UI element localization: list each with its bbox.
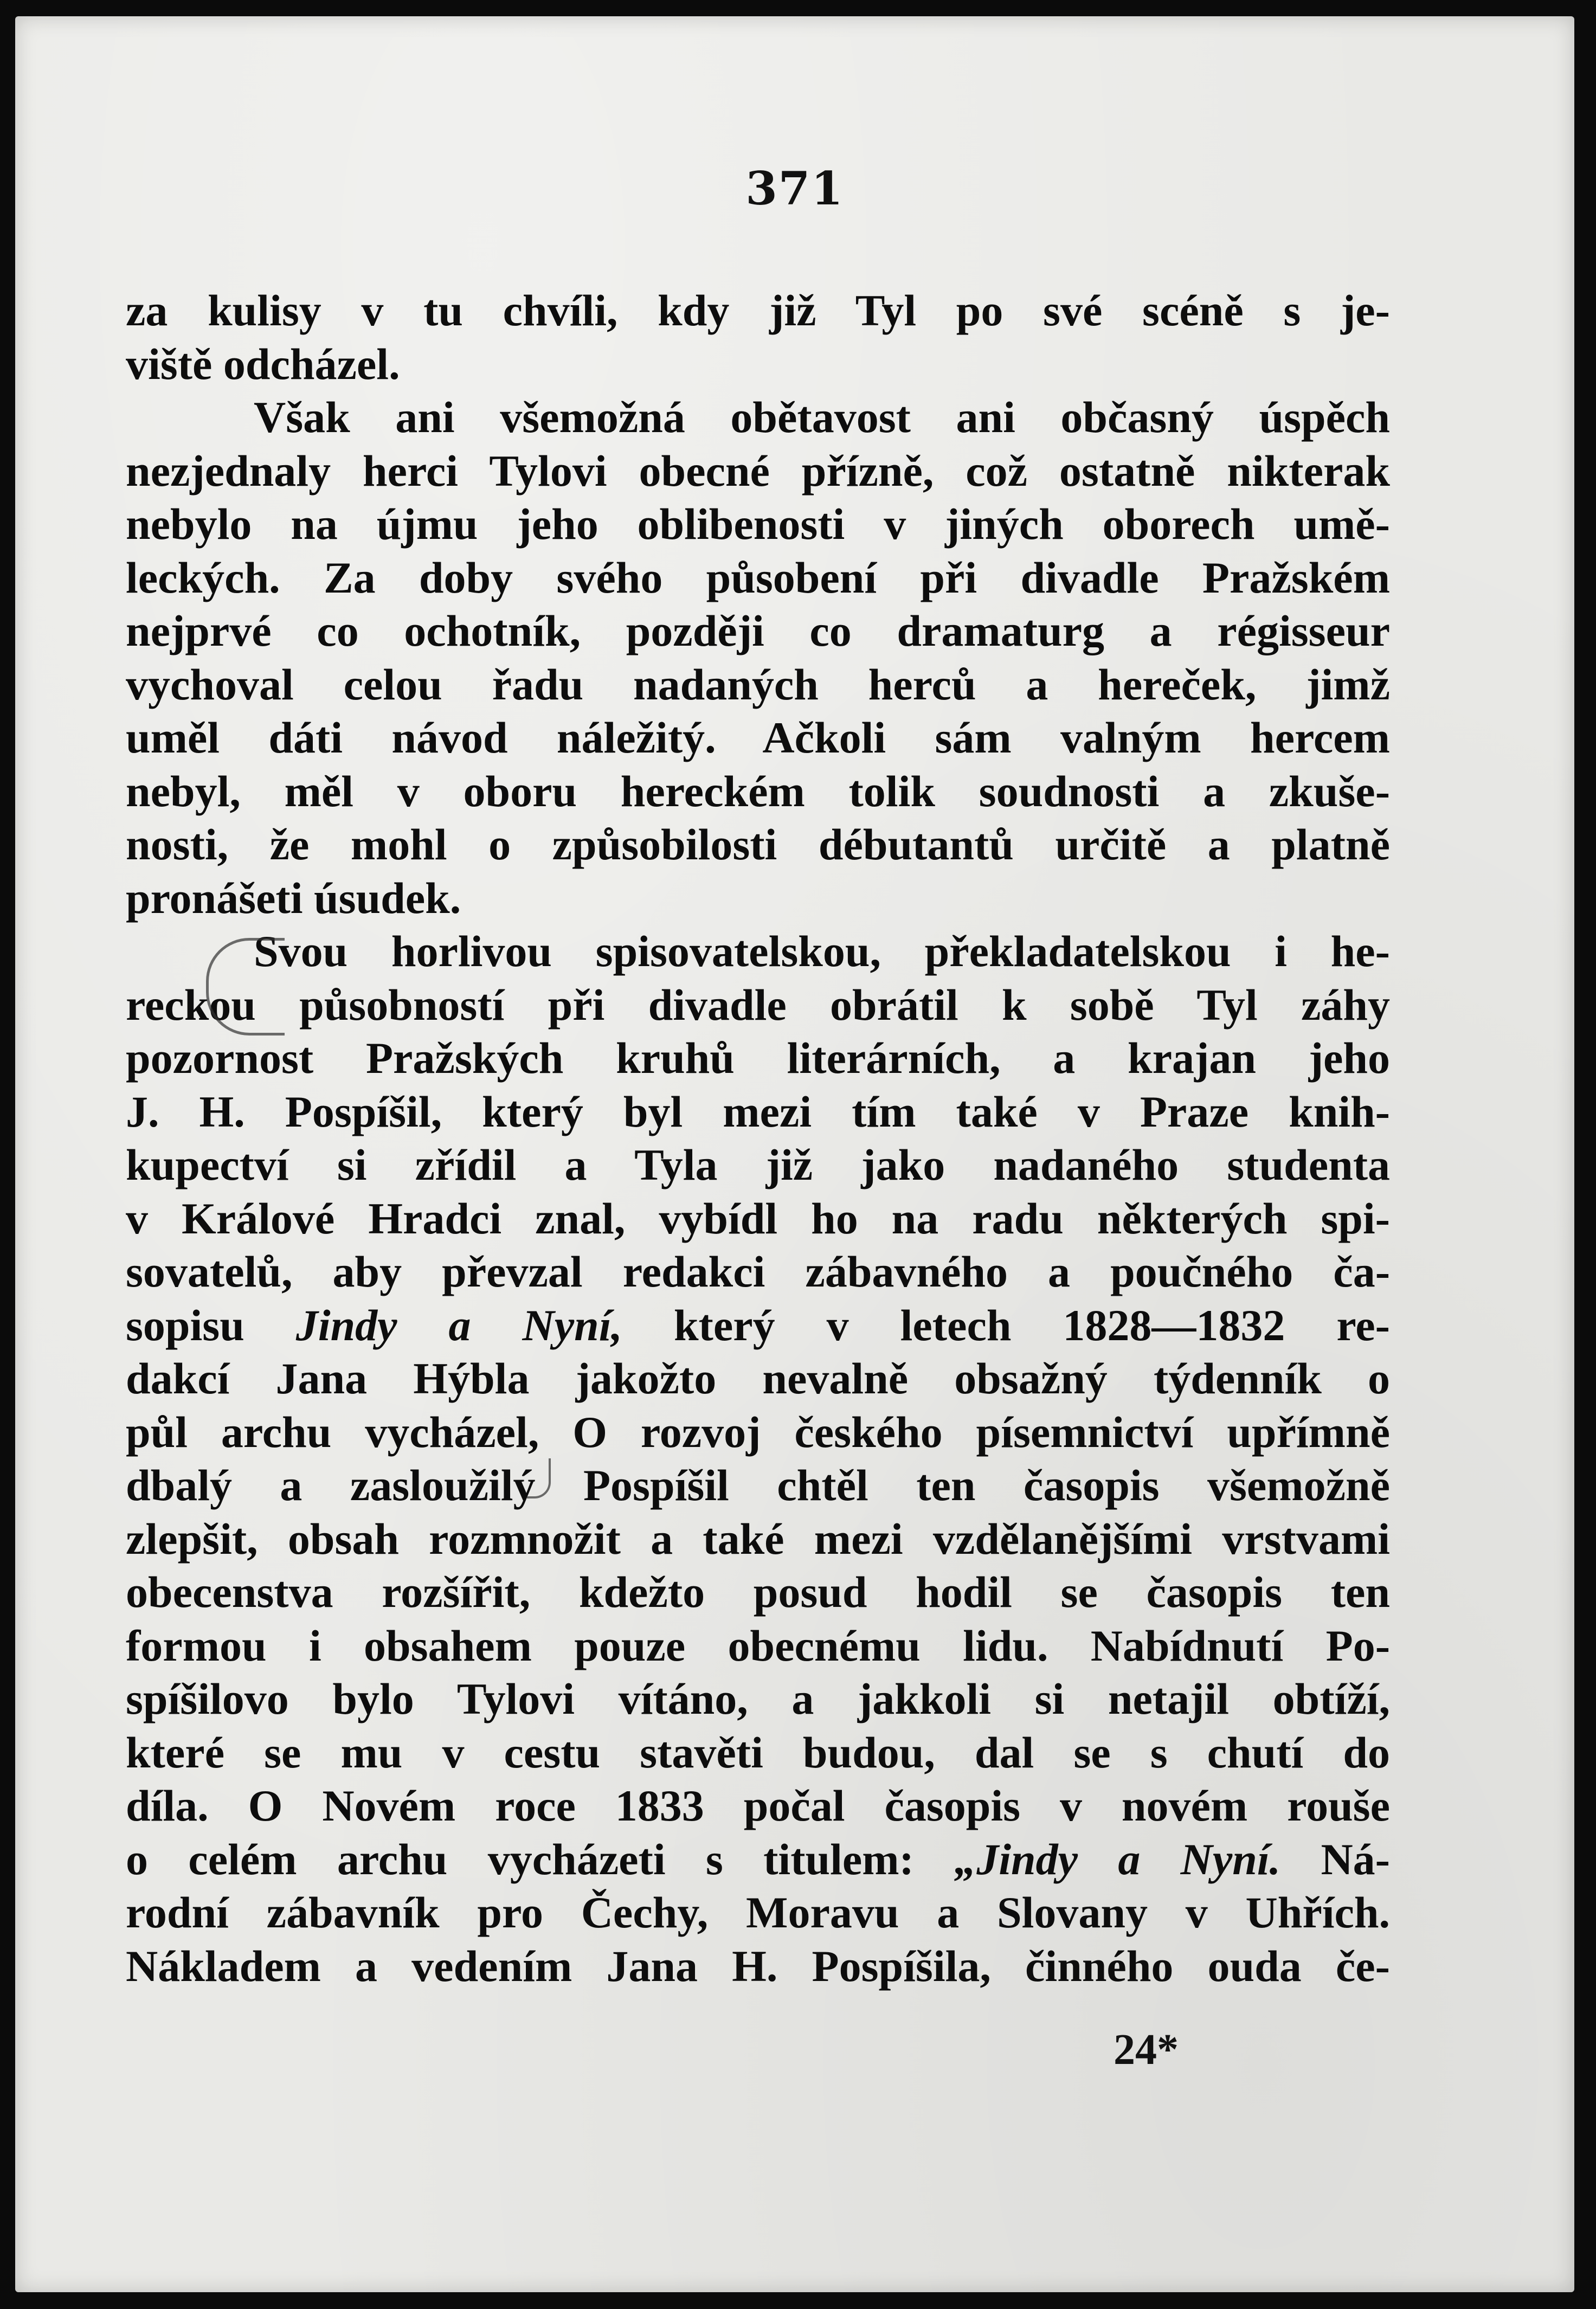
text-line: Však ani všemožná obětavost ani občasný úspěch [254,393,1390,442]
text-line: kupectví si zřídil a Tyla již jako nadaného studenta [126,1140,1390,1189]
body-text [126,284,1390,1993]
text-segment: Ná- [1280,1834,1390,1884]
text-line: nezjednaly herci Tylovi obecné přízně, což ostatně nikterak [126,446,1390,496]
text-line: v Králové Hradci znal, vybídl ho na radu některých spi- [126,1193,1390,1243]
text-line [126,1833,1390,1887]
text-line: Svou horlivou spisovatelskou, překladatelskou i he- [254,927,1390,976]
text-line: nebyl, měl v oboru hereckém tolik soudnosti a zkuše- [126,766,1390,816]
book-page [15,16,1574,2292]
text-line: J. H. Pospíšil, který byl mezi tím také v Praze knih- [126,1086,1390,1136]
text-line: pronášeti úsudek. [126,873,461,923]
text-segment: který v letech 1828—1832 re- [622,1300,1390,1350]
text-segment: sopisu [126,1300,296,1350]
text-line: nejprvé co ochotník, později co dramaturg a régisseur [126,606,1390,655]
text-line: leckých. Za doby svého působení při divadle Pražském [126,552,1390,602]
text-line: které se mu v cestu stavěti budou, dal se s chutí do [126,1727,1390,1777]
text-line: sovatelů, aby převzal redakci zábavného a poučného ča- [126,1247,1390,1296]
text-line: viště odcházel. [126,339,400,389]
text-line: půl archu vycházel, O rozvoj českého písemnictví upřímně [126,1407,1390,1457]
text-line: pozornost Pražských kruhů literárních, a krajan jeho [126,1033,1390,1083]
text-line: spíšilovo bylo Tylovi vítáno, a jakkoli si netajil obtíží, [126,1674,1390,1723]
text-line: zlepšit, obsah rozmnožit a také mezi vzdělanějšími vrstvami [126,1514,1390,1564]
text-line: za kulisy v tu chvíli, kdy již Tyl po své scéně s je- [126,286,1390,335]
text-line: Nákladem a vedením Jana H. Pospíšila, činného ouda če- [126,1941,1390,1991]
page-number: 371 [745,162,844,215]
text-line: reckou působností při divadle obrátil k sobě Tyl záhy [126,980,1390,1030]
text-line: vychoval celou řadu nadaných herců a hereček, jimž [126,659,1390,709]
italic-title: „Jindy a Nyní. [954,1834,1281,1884]
signature-mark: 24* [1114,2026,1179,2074]
pencil-bracket-mark [206,938,285,1035]
text-line: nosti, že mohl o způsobilosti débutantů určitě a platně [126,820,1390,869]
text-line [126,1299,1390,1353]
text-line: rodní zábavník pro Čechy, Moravu a Slovany v Uhřích. [126,1888,1390,1937]
text-line: díla. O Novém roce 1833 počal časopis v novém rouše [126,1781,1390,1830]
text-segment: o celém archu vycházeti s titulem: [126,1834,955,1884]
text-line: dbalý a zasloužilý Pospíšil chtěl ten časopis všemožně [126,1461,1390,1510]
text-line: obecenstva rozšířit, kdežto posud hodil se časopis ten [126,1567,1390,1617]
text-line: uměl dáti návod náležitý. Ačkoli sám valným hercem [126,713,1390,762]
italic-title: Jindy a Nyní, [295,1300,622,1350]
text-line: formou i obsahem pouze obecnému lidu. Nabídnutí Po- [126,1620,1390,1670]
text-line: nebylo na újmu jeho oblibenosti v jiných oborech umě- [126,499,1390,549]
text-line: dakcí Jana Hýbla jakožto nevalně obsažný týdenník o [126,1354,1390,1403]
